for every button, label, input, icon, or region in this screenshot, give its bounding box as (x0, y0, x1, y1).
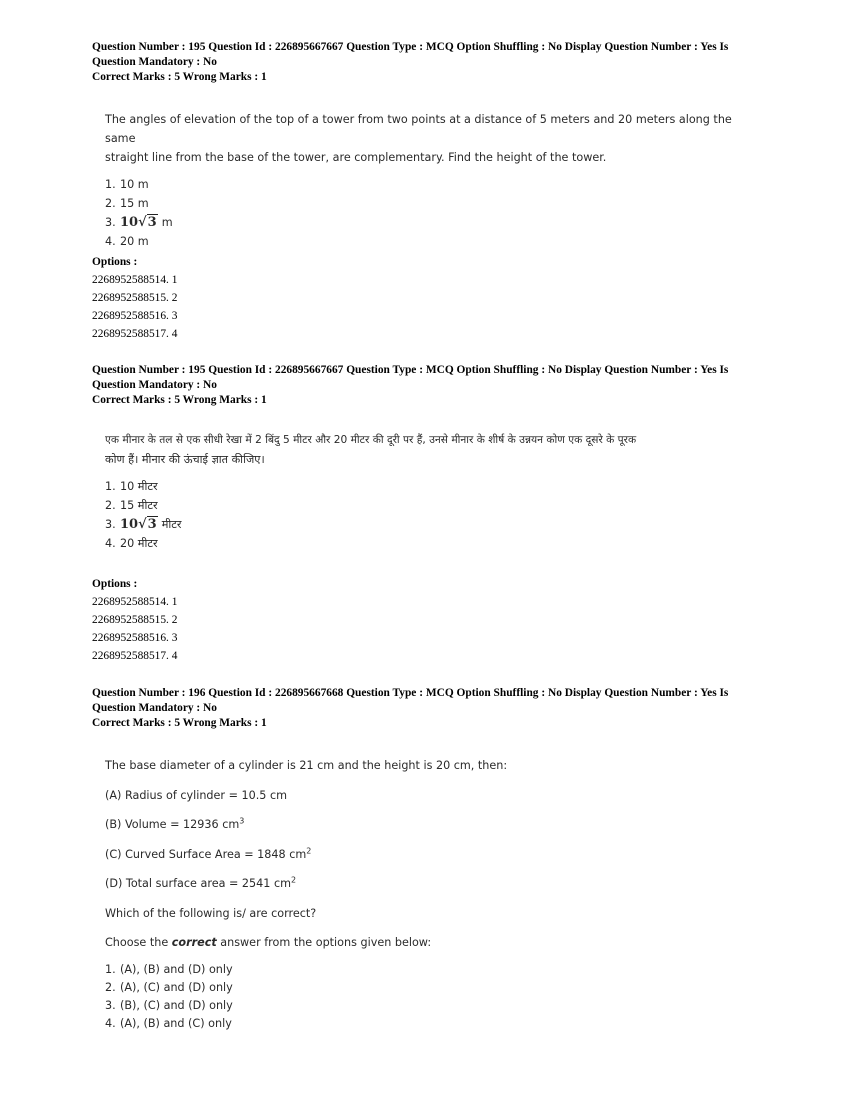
square-root: √3 (138, 215, 157, 230)
question-header-3 (92, 686, 772, 731)
question-body-3 (105, 756, 745, 1033)
statement-d: (D) Total surface area = 2541 $cm^2$ (105, 875, 297, 890)
choice-item: 4. (A), (B) and (C) only (105, 1016, 232, 1030)
option-id: 2268952588517. 4 (92, 328, 178, 340)
question-stem (105, 431, 745, 469)
options-label: Options : (92, 578, 138, 590)
option-id: 2268952588514. 1 (92, 596, 178, 608)
statement-a: (A) Radius of cylinder = 10.5 cm (105, 788, 288, 802)
choice-item: 1. (A), (B) and (D) only (105, 962, 233, 976)
header-line-2: Question Mandatory : No (92, 702, 217, 714)
question-stem (105, 110, 745, 167)
option-id: 2268952588515. 2 (92, 292, 178, 304)
statement-c: (C) Curved Surface Area = 1848 $cm^2$ (105, 845, 312, 861)
choice-item: 1. 10 m (105, 178, 149, 191)
header-line-3: Correct Marks : 5 Wrong Marks : 1 (92, 717, 267, 729)
square-root: √3 (138, 517, 157, 532)
choice-item: 3. 10√3 m (105, 215, 173, 230)
header-line-2: Question Mandatory : No (92, 56, 217, 68)
choice-item: 4. 20 m (105, 235, 149, 248)
options-label: Options : (92, 256, 138, 268)
question-header-1 (92, 40, 772, 85)
question-stem: The base diameter of a cylinder is 21 cm and the height is 20 cm, then: (105, 759, 508, 772)
header-line-1: Question Number : 196 Question Id : 226895667668 Question Type : MCQ Option Shuffling : No Display Question Number : Yes Is (92, 687, 729, 699)
option-id: 2268952588516. 3 (92, 632, 178, 644)
question-body-2 (105, 431, 745, 553)
header-line-3: Correct Marks : 5 Wrong Marks : 1 (92, 394, 267, 406)
choice-item: 2. (A), (C) and (D) only (105, 980, 233, 994)
math-expression: 10√3 (120, 215, 157, 230)
stem-line-2: straight line from the base of the tower, are complementary. Find the height of the tower. (105, 151, 607, 164)
option-id: 2268952588517. 4 (92, 650, 178, 662)
options-block-1 (92, 253, 772, 343)
choice-list (105, 175, 745, 251)
choice-item: 4. 20 मीटर (105, 537, 158, 550)
math-expression: 10√3 (120, 517, 157, 532)
radical-sign-icon: √ (138, 215, 147, 230)
header-line-3: Correct Marks : 5 Wrong Marks : 1 (92, 71, 267, 83)
question-body-1 (105, 110, 745, 251)
header-line-1: Question Number : 195 Question Id : 226895667667 Question Type : MCQ Option Shuffling : No Display Question Number : Yes Is (92, 364, 729, 376)
option-id: 2268952588514. 1 (92, 274, 178, 286)
stem-line-1: एक मीनार के तल से एक सीधी रेखा में 2 बिंदु 5 मीटर और 20 मीटर की दूरी पर हैं, उनसे मीनार के शीर्ष के उन्नयन कोण एक दूसरे के पूरक (105, 434, 637, 446)
which-correct-prompt: Which of the following is/ are correct? (105, 906, 317, 920)
choice-item: 1. 10 मीटर (105, 480, 158, 493)
choice-item: 2. 15 m (105, 197, 149, 210)
choice-list (105, 961, 745, 1033)
option-id: 2268952588515. 2 (92, 614, 178, 626)
choose-instruction: Choose the correct answer from the options given below: (105, 936, 432, 949)
choice-item: 3. (B), (C) and (D) only (105, 998, 233, 1012)
choice-item: 3. 10√3 मीटर (105, 517, 182, 532)
radical-sign-icon: √ (138, 517, 147, 532)
header-line-1: Question Number : 195 Question Id : 226895667667 Question Type : MCQ Option Shuffling : No Display Question Number : Yes Is (92, 41, 729, 53)
choice-item: 2. 15 मीटर (105, 499, 158, 512)
choice-list (105, 477, 745, 553)
header-line-2: Question Mandatory : No (92, 379, 217, 391)
option-id: 2268952588516. 3 (92, 310, 178, 322)
stem-line-1: The angles of elevation of the top of a tower from two points at a distance of 5 meters and 20 meters along the same (105, 113, 732, 145)
stem-line-2: कोण हैं। मीनार की ऊंचाई ज्ञात कीजिए। (105, 453, 265, 466)
options-block-2 (92, 575, 772, 665)
statement-b: (B) Volume = 12936 $cm^3$ (105, 816, 245, 831)
question-header-2 (92, 363, 772, 408)
